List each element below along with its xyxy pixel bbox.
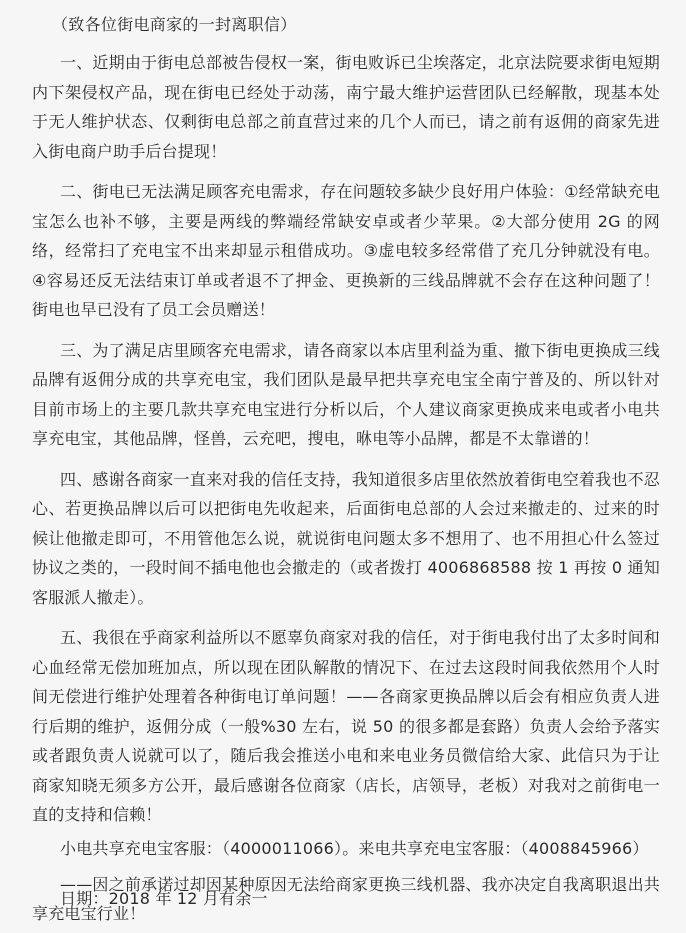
- customer-service-hotlines: 小电共享充电宝客服：（4000011066）。来电共享充电宝客服：（4008845966）: [60, 838, 649, 858]
- paragraph-2: 二、街电已无法满足顾客充电需求，存在问题较多缺少良好用户体验：①经常缺充电宝怎么也补不够，主要是两线的弊端经常缺安卓或者少苹果。②大部分使用 2G 的网络，经常扫了充电宝不出来却显示租借成功。③虚电较多经常借了充几分钟就没有电。④容易还反无法结束订单或者退不了押金、更换新的三线品牌就不会存在这种问题了！街电也早已没有了员工会员赠送！: [32, 182, 660, 319]
- letter-date: 日期：2018 年 12 月有余一: [60, 889, 268, 908]
- paragraph-3: 三、为了满足店里顾客充电需求，请各商家以本店里利益为重、撤下街电更换成三线品牌有返佣分成的共享充电宝，我们团队是最早把共享充电宝全南宁普及的、所以针对目前市场上的主要几款共享充电宝进行分析以后，个人建议商家更换成来电或者小电共享充电宝，其他品牌，怪兽，云充吧，搜电，咻电等小品牌，都是不太靠谱的！: [32, 340, 660, 448]
- paragraph-1: 一、近期由于街电总部被告侵权一案，街电败诉已尘埃落定，北京法院要求街电短期内下架侵权产品，现在街电已经处于动荡，南宁最大维护运营团队已经解散，现基本处于无人维护状态、仅剩街电总部之前直营过来的几个人而已，请之前有返佣的商家先进入街电商户助手后台提现！: [32, 53, 660, 161]
- letter-title: （致各位街电商家的一封离职信）: [52, 15, 297, 34]
- paragraph-5: 五、我很在乎商家利益所以不愿辜负商家对我的信任，对于街电我付出了太多时间和心血经常无偿加班加点，所以现在团队解散的情况下、在过去这段时间我依然用个人时间无偿进行维护处理着各种街电订单问题！——各商家更换品牌以后会有相应负责人进行后期的维护，返佣分成（一般%30 左右，说 50 的很多都是套路）负责人会给予落实或者跟负责人说就可以了，随后我会推送小电和来电业务员微信给大家、此信只为于让商家知晓无须多方公开，最后感谢各位商家（店长，店领导，老板）对我对之前街电一直的支持和信赖！: [32, 628, 660, 824]
- closing-statement: ——因之前承诺过却因某种原因无法给商家更换三线机器、我亦决定自我离职退出共享充电宝行业！: [32, 874, 660, 923]
- paragraph-4: 四、感谢各商家一直来对我的信任支持，我知道很多店里依然放着街电空着我也不忍心、若更换品牌以后可以把街电先收起来，后面街电总部的人会过来撤走的、过来的时候让他撤走即可，不用管他怎么说，就说街电问题太多不想用了、也不用担心什么签过协议之类的，一段时间不插电他也会撤走的（或者拨打 4006868588 按 1 再按 0 通知客服派人撤走）。: [32, 469, 660, 607]
